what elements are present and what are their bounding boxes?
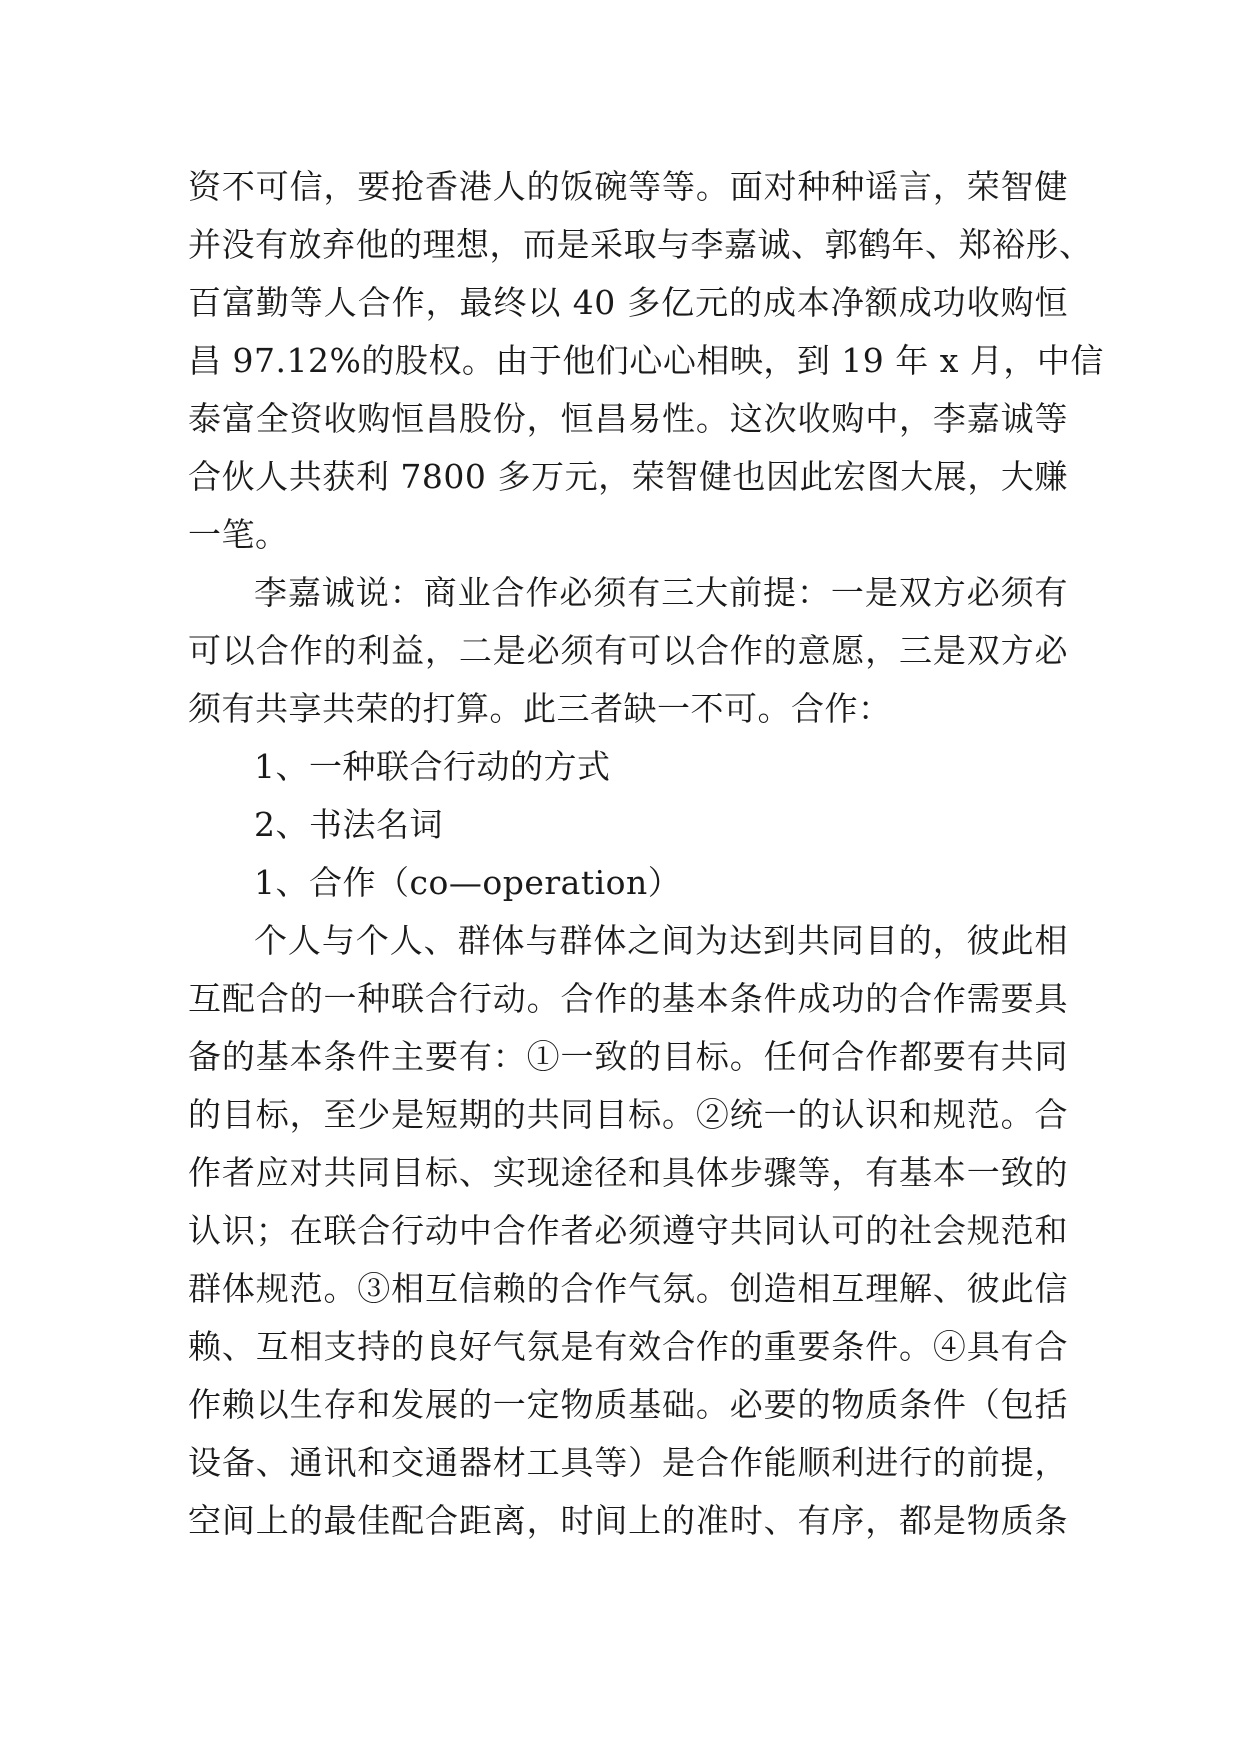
list-item: 1、一种联合行动的方式	[254, 747, 611, 786]
text-line: 互配合的一种联合行动。合作的基本条件成功的合作需要具	[188, 979, 1068, 1018]
section-heading: 1、合作（co—operation）	[254, 863, 682, 902]
text-line: 一笔。	[188, 515, 289, 554]
text-line: 可以合作的利益，二是必须有可以合作的意愿，三是双方必	[188, 631, 1068, 670]
document-body	[188, 158, 1104, 1550]
text-line: 群体规范。③相互信赖的合作气氛。创造相互理解、彼此信	[188, 1269, 1068, 1308]
text-line: 空间上的最佳配合距离，时间上的准时、有序，都是物质条	[188, 1501, 1068, 1540]
text-line: 设备、通讯和交通器材工具等）是合作能顺利进行的前提，	[188, 1443, 1068, 1482]
text-line: 作赖以生存和发展的一定物质基础。必要的物质条件（包括	[188, 1385, 1068, 1424]
text-line: 作者应对共同目标、实现途径和具体步骤等，有基本一致的	[188, 1153, 1068, 1192]
text-line: 备的基本条件主要有：①一致的目标。任何合作都要有共同	[188, 1037, 1068, 1076]
list-item: 2、书法名词	[254, 805, 443, 844]
text-line: 李嘉诚说：商业合作必须有三大前提：一是双方必须有	[254, 573, 1068, 612]
text-line: 的目标，至少是短期的共同目标。②统一的认识和规范。合	[188, 1095, 1068, 1134]
text-line: 百富勤等人合作，最终以 40 多亿元的成本净额成功收购恒	[188, 283, 1068, 322]
text-line: 认识；在联合行动中合作者必须遵守共同认可的社会规范和	[188, 1211, 1068, 1250]
text-line: 赖、互相支持的良好气氛是有效合作的重要条件。④具有合	[188, 1327, 1068, 1366]
text-line: 并没有放弃他的理想，而是采取与李嘉诚、郭鹤年、郑裕彤、	[188, 225, 1093, 264]
text-line: 资不可信，要抢香港人的饭碗等等。面对种种谣言，荣智健	[188, 167, 1068, 206]
text-line: 泰富全资收购恒昌股份，恒昌易性。这次收购中，李嘉诚等	[188, 399, 1068, 438]
text-line: 昌 97.12%的股权。由于他们心心相映，到 19 年 x 月，中信	[188, 341, 1104, 380]
text-line: 须有共享共荣的打算。此三者缺一不可。合作：	[188, 689, 892, 728]
text-line: 个人与个人、群体与群体之间为达到共同目的，彼此相	[254, 921, 1068, 960]
text-line: 合伙人共获利 7800 多万元，荣智健也因此宏图大展，大赚	[188, 457, 1068, 496]
